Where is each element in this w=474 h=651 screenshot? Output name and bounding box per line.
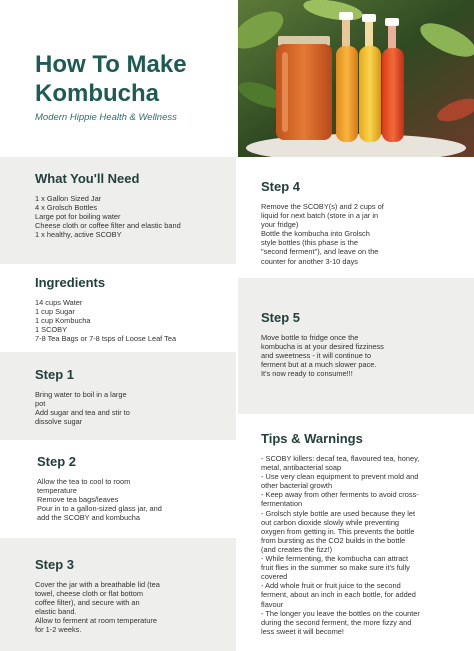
list-item: It's now ready to consume!!! [261, 369, 353, 379]
list-item: (and creates the fizz!) [261, 544, 333, 554]
title-line-2: Kombucha [35, 80, 160, 107]
list-item: during the second ferment, the more fizzy and [261, 617, 412, 627]
section-ingredients [35, 275, 176, 343]
section-heading: What You'll Need [35, 171, 140, 186]
section-step3 [35, 557, 160, 635]
list-item: dissolve sugar [35, 417, 83, 427]
list-item: 1 cup Kombucha [35, 316, 91, 326]
section-heading: Step 5 [261, 310, 301, 325]
list-item: metal, antibacterial soap [261, 463, 342, 473]
title-line-1: How To Make [35, 51, 187, 78]
list-item: from bursting as the CO2 builds in the bottle [261, 535, 406, 545]
list-item: temperature [37, 486, 77, 496]
list-item: less sweet it will become! [261, 626, 344, 636]
list-item: style bottles (this phase is the [261, 238, 358, 248]
section-step5 [261, 310, 384, 378]
list-item: Bottle the kombucha into Grolsch [261, 229, 370, 239]
list-item: "second ferment"), and leave on the [261, 247, 379, 257]
kombucha-photo [238, 0, 474, 157]
list-item: other bacterial growth [261, 481, 333, 491]
page-title [35, 50, 235, 108]
section-heading: Tips & Warnings [261, 431, 363, 446]
list-item: Allow to ferment at room temperature [35, 616, 157, 626]
list-item: out carbon dioxide slowly while preventing [261, 517, 400, 527]
list-item: for 1-2 weeks. [35, 625, 82, 635]
section-step4 [261, 179, 384, 266]
list-item: Remove tea bags/leaves [37, 495, 119, 505]
section-what-you-need [35, 171, 181, 239]
subtitle: Modern Hippie Health & Wellness [35, 112, 177, 123]
list-item: Remove the SCOBY(s) and 2 cups of [261, 202, 384, 211]
list-item: 4 x Grolsch Bottles [35, 203, 98, 213]
list-item: - Add whole fruit or fruit juice to the second [261, 581, 401, 591]
section-heading: Step 2 [37, 454, 77, 469]
list-item: ferment but at a much slower pace. [261, 360, 377, 370]
list-item: your fridge) [261, 220, 299, 230]
list-item: counter for another 3-10 days [261, 256, 358, 266]
list-item: - SCOBY killers: decaf tea, flavoured tea, honey, [261, 454, 420, 463]
section-heading: Step 3 [35, 557, 75, 572]
list-item: 1 SCOBY [35, 325, 68, 335]
list-item: ferment, about an inch in each bottle, for added [261, 590, 416, 600]
list-item: fermentation [261, 499, 303, 509]
list-item: covered [261, 572, 288, 582]
list-item: liquid for next batch (store in a jar in [261, 211, 379, 221]
list-item: - While fermenting, the kombucha can attract [261, 554, 409, 564]
section-heading: Step 1 [35, 367, 75, 382]
list-item: oxygen from getting in. This prevents the bottle [261, 526, 415, 536]
list-item: Pour in to a gallon-sized glass jar, and [37, 504, 162, 514]
list-item: kombucha is at your desired fizziness [261, 342, 384, 352]
list-item: Large pot for boiling water [35, 212, 121, 222]
list-item: Move bottle to fridge once the [261, 333, 359, 342]
list-item: towel, cheese cloth or flat bottom [35, 589, 144, 599]
list-item: add the SCOBY and kombucha [37, 513, 140, 523]
list-item: - Grolsch style bottle are used because they let [261, 508, 416, 518]
list-item: Bring water to boil in a large [35, 390, 127, 399]
list-item: Add sugar and tea and stir to [35, 408, 130, 418]
section-heading: Ingredients [35, 275, 106, 290]
kombucha-photo-illustration [238, 0, 474, 157]
list-item: 14 cups Water [35, 298, 83, 307]
list-item: - The longer you leave the bottles on the counter [261, 608, 420, 618]
list-item: Cover the jar with a breathable lid (tea [35, 580, 160, 589]
list-item: 7-8 Tea Bags or 7-8 tsps of Loose Leaf Tea [35, 334, 177, 344]
list-item: and sweetness - it will continue to [261, 351, 372, 361]
list-item: - Keep away from other ferments to avoid cross- [261, 490, 419, 500]
list-item: elastic band. [35, 607, 77, 617]
list-item: Cheese cloth or coffee filter and elastic band [35, 221, 181, 231]
list-item: flavour [261, 599, 284, 609]
list-item: fruit flies in the summer so make sure it's fully [261, 563, 410, 573]
section-step1 [35, 367, 130, 426]
list-item: Allow the tea to cool to room [37, 477, 131, 486]
list-item: pot [35, 399, 46, 409]
section-step2 [37, 454, 162, 522]
list-item: coffee filter), and secure with an [35, 598, 140, 608]
section-heading: Step 4 [261, 179, 301, 194]
section-tips [261, 431, 420, 636]
list-item: 1 x Gallon Sized Jar [35, 194, 102, 203]
list-item: 1 x healthy, active SCOBY [35, 230, 122, 240]
list-item: - Use very clean equipment to prevent mold and [261, 472, 419, 482]
list-item: 1 cup Sugar [35, 307, 75, 317]
